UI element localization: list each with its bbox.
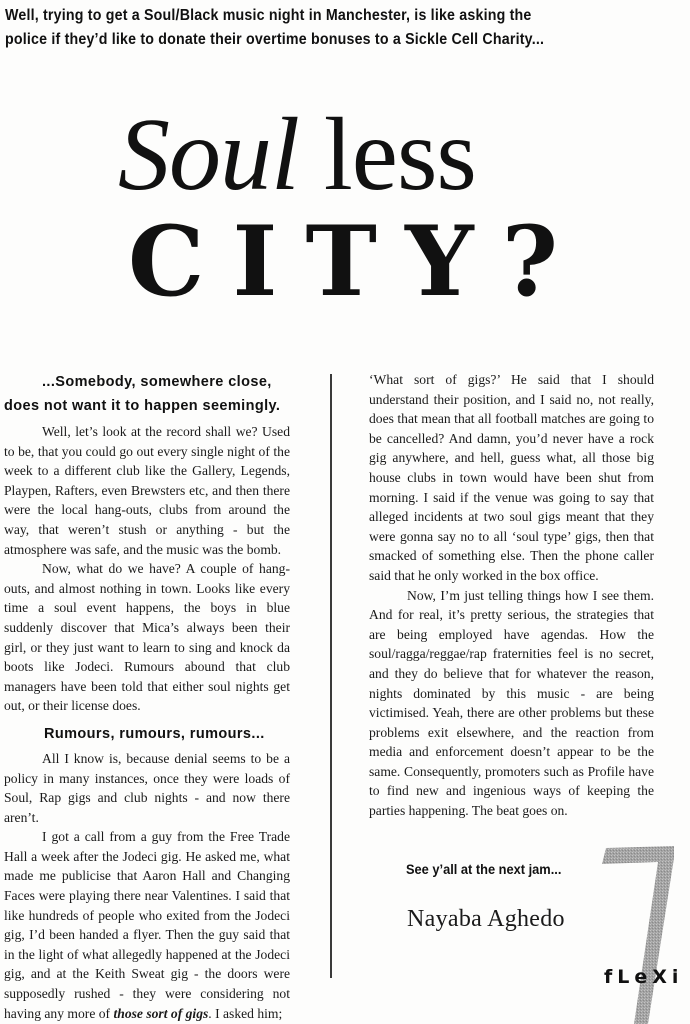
paragraph-1: Well, let’s look at the record shall we? Used to be, that you could go out every single night of the week to a different club like the Gallery, Legends, Playpen, Rafters, even Brewsters etc, and then there were the local hang-outs, clubs from around the way, that weren’t stush or anything - but the atmosphere was safe, and the music was the bomb. xyxy=(4,424,290,557)
subheading-1-line-2: does not want it to happen seemingly. xyxy=(4,398,281,414)
article-column-left xyxy=(4,370,290,1023)
paragraph-4-emphasis: those sort of gigs xyxy=(113,1005,209,1021)
column-divider xyxy=(330,374,332,978)
headline-soulless xyxy=(118,97,476,212)
paragraph-6: Now, I’m just telling things how I see them. And for real, it’s pretty serious, the strategies that are being employed have agendas. How the soul/ragga/reggae/rap fraternities feel is no secret, and they do believe that for whatever the reason, nights dominated by this music - are being victimised. Yeah, there are other problems but these problems exit elsewhere, and the reaction from media and enforcement doesn’t appear to be the same. Consequently, promoters such as Profile have to find new and ingenious ways of keeping the parties happening. The beat goes on. xyxy=(369,587,654,819)
headline-city-letter: C xyxy=(128,205,205,318)
headline-soul: Soul xyxy=(118,97,299,212)
headline-question-mark: ? xyxy=(501,205,558,318)
paragraph-4-text: I got a call from a guy from the Free Trade Hall a week after the Jodeci gig. He asked me, what made me publicise that Aaron Hall and Changing Faces were playing there near Valentines. I said that like hundreds of people who exited from the Jodeci gig, I’d been handed a flyer. Then the guy said that in the light of what allegedly happened at the Jodeci gig, and at the Keith Sweat gig - the doors were supposedly rushed - they were considering not having any more of xyxy=(4,829,290,1021)
paragraph-2: Now, what do we have? A couple of hang-outs, and almost nothing in town. Looks like every time a soul event happens, the boys in blue suddenly discover that Mica’s always been their girl, or they just want to learn to sing and knock da boots like Jodeci. Rumours abound that club managers have been told that either soul nights get out, or their license does. xyxy=(4,561,290,714)
page-number-seven-shape xyxy=(602,846,674,1024)
paragraph-5: ‘What sort of gigs?’ He said that I should understand their position, and I said no, not really, does that mean that all football matches are going to be cancelled? And damn, you’d never have a rock gig anywhere, and hell, guess what, all those big house clubs in town would have been shut from morning. I said if the venue was going to say that alleged incidents at two soul gigs meant that they were gonna say no to all ‘soul type’ gigs, then that smacked of something else. Then the phone caller said that he only worked in the box office. xyxy=(369,372,654,583)
headline-city-letter: I xyxy=(232,205,278,318)
deck-line-1: Well, trying to get a Soul/Black music night in Manchester, is like asking the xyxy=(5,7,532,24)
author-name: Nayaba Aghedo xyxy=(407,906,565,932)
deck-intro xyxy=(5,4,639,52)
headline-city-letter: Y xyxy=(405,205,474,318)
page-number-seven xyxy=(596,846,678,1024)
flexi-logo: fLeXi xyxy=(604,966,684,988)
paragraph-4 xyxy=(4,827,290,1023)
paragraph-3: All I know is, because denial seems to be a policy in many instances, once they were loads of Soul, Rap gigs and club nights - and now there aren’t. xyxy=(4,750,290,825)
deck-line-2: police if they’d like to donate their overtime bonuses to a Sickle Cell Charity... xyxy=(5,31,545,48)
article-column-right xyxy=(369,370,654,821)
subheading-1-line-1: ...Somebody, somewhere close, xyxy=(42,374,272,390)
headline-city-letter: T xyxy=(305,205,377,318)
headline-city xyxy=(128,205,558,318)
signoff: See y’all at the next jam... xyxy=(406,862,562,877)
paragraph-4-end: . I asked him; xyxy=(208,1005,283,1021)
headline-less: less xyxy=(298,97,476,212)
subheading-2: Rumours, rumours, rumours... xyxy=(44,725,265,742)
